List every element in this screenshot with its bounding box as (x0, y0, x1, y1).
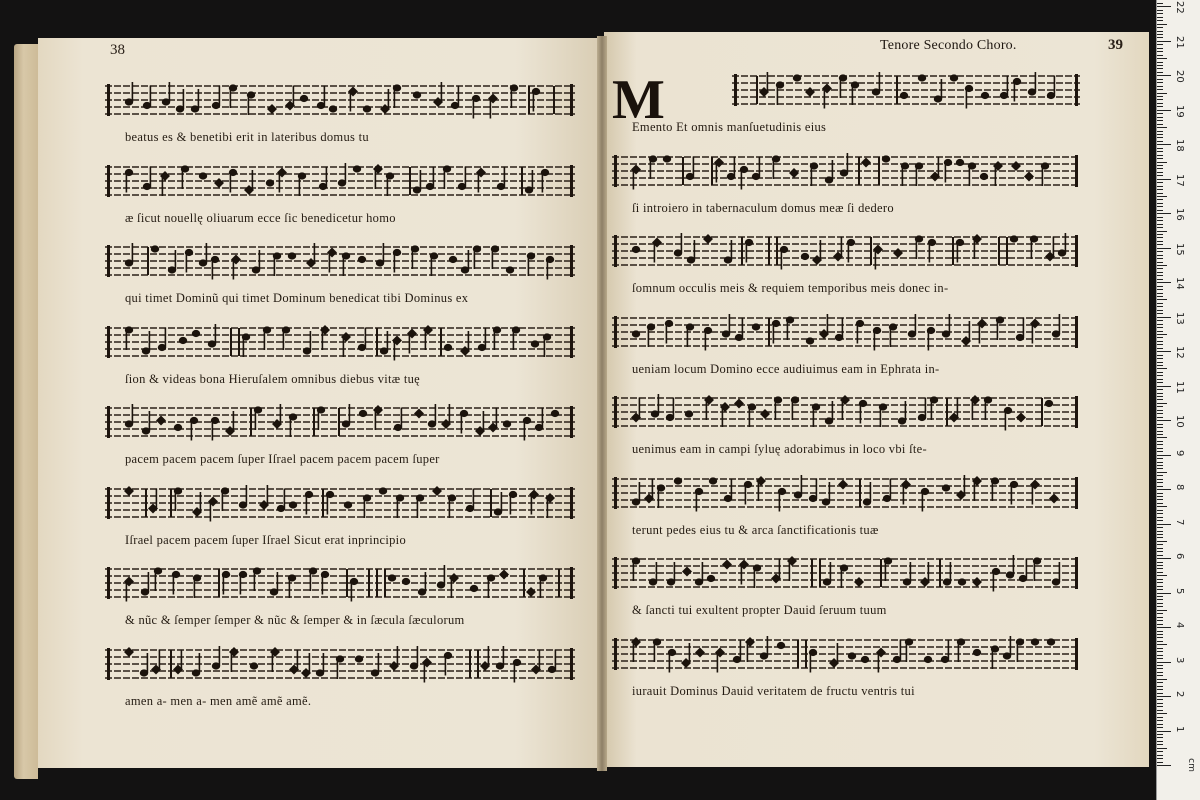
ruler-tick (1157, 6, 1171, 7)
ruler-label: 2 (1174, 691, 1185, 698)
ruler-tick (1157, 537, 1163, 538)
ruler-tick (1157, 362, 1163, 363)
ruler-tick (1157, 724, 1163, 725)
ruler-tick (1157, 534, 1163, 535)
ruler-tick (1157, 13, 1163, 14)
ruler-tick (1157, 62, 1163, 63)
ruler-tick (1157, 579, 1163, 580)
left-lyric-line: ſion & videas bona Hieruſalem omnibus diebus vitæ tuę (125, 371, 421, 386)
left-lyric-line: qui timet Dominũ qui timet Dominum benedicat tibi Dominus ex (125, 291, 469, 305)
ruler-tick (1157, 682, 1163, 683)
ruler-tick (1157, 420, 1171, 421)
ruler-tick (1157, 548, 1163, 549)
ruler-label: 22 (1174, 1, 1185, 15)
ruler-tick (1157, 289, 1163, 290)
ruler-tick (1157, 620, 1163, 621)
ruler-tick (1157, 41, 1171, 42)
ruler-tick (1157, 355, 1163, 356)
left-staff (105, 76, 575, 130)
ruler-tick (1157, 441, 1163, 442)
ruler-tick (1157, 279, 1163, 280)
ruler-tick (1157, 82, 1163, 83)
ruler-tick (1157, 103, 1163, 104)
ruler-tick (1157, 110, 1171, 111)
ruler-tick (1157, 68, 1163, 69)
ruler-tick (1157, 348, 1163, 349)
ruler-label: 12 (1174, 346, 1185, 359)
ruler-tick (1157, 644, 1167, 645)
right-staff (612, 469, 1080, 523)
ruler-tick (1157, 37, 1163, 38)
ruler-tick (1157, 334, 1167, 335)
ruler-tick (1157, 710, 1163, 711)
ruler-tick (1157, 10, 1163, 11)
right-staff (612, 549, 1080, 603)
ruler-label: 8 (1174, 484, 1185, 491)
right-lyric-line: terunt pedes eius tu & arca ſanctificationis tuæ (632, 522, 879, 537)
ruler-tick (1157, 651, 1163, 652)
ruler-tick (1157, 282, 1171, 283)
ruler-tick (1157, 120, 1163, 121)
ruler-tick (1157, 634, 1163, 635)
ruler-tick (1157, 313, 1163, 314)
ruler-tick (1157, 186, 1163, 187)
ruler-tick (1157, 396, 1163, 397)
right-page-number: 39 (1108, 37, 1123, 53)
right-lyric-line: Emento Et omnis manſuetudinis eius (632, 120, 827, 134)
ruler-tick (1157, 586, 1163, 587)
ruler-tick (1157, 117, 1163, 118)
ruler-label: 21 (1174, 35, 1185, 49)
right-staff (612, 227, 1080, 281)
ruler-tick (1157, 51, 1163, 52)
ruler-tick (1157, 255, 1163, 256)
ruler-tick (1157, 258, 1163, 259)
ruler-tick (1157, 131, 1163, 132)
ruler-tick (1157, 55, 1163, 56)
left-lyric-line: & nũc & ſemper ſemper & nũc & ſemper & in ſæcula ſæculorum (125, 613, 465, 627)
right-lyric-line: ſomnum occulis meis & requiem temporibus meis donec in- (632, 281, 949, 295)
right-lyric-line: iurauit Dominus Dauid veritatem de fructu ventris tui (632, 683, 915, 698)
ruler-tick (1157, 196, 1167, 197)
ruler-tick (1157, 262, 1163, 263)
ruler-tick (1157, 555, 1163, 556)
ruler-tick (1157, 527, 1163, 528)
ruler-tick (1157, 624, 1163, 625)
ruler-tick (1157, 372, 1163, 373)
ruler-tick (1157, 713, 1167, 714)
right-lyric-line: & ſancti tui exultent propter Dauid ſeruum tuum (632, 603, 887, 617)
ruler-tick (1157, 679, 1167, 680)
ruler-tick (1157, 365, 1163, 366)
ruler-tick (1157, 589, 1163, 590)
ruler-tick (1157, 531, 1163, 532)
ruler-tick (1157, 86, 1163, 87)
ruler-tick (1157, 462, 1163, 463)
left-lyric-line: amen a- men a- men amẽ amẽ amẽ. (125, 693, 312, 708)
ruler-tick (1157, 499, 1163, 500)
ruler-tick (1157, 265, 1167, 266)
ruler-tick (1157, 575, 1167, 576)
ruler-tick (1157, 179, 1171, 180)
ruler-tick (1157, 727, 1163, 728)
ruler-label: 3 (1174, 656, 1185, 663)
ruler-tick (1157, 34, 1163, 35)
ruler-tick (1157, 268, 1163, 269)
ruler-tick (1157, 213, 1171, 214)
ruler-tick (1157, 155, 1163, 156)
ruler-tick (1157, 417, 1163, 418)
ruler-tick (1157, 603, 1163, 604)
ruler-tick (1157, 741, 1163, 742)
ruler-tick (1157, 124, 1163, 125)
ruler-tick (1157, 210, 1163, 211)
ruler-label: 16 (1174, 208, 1185, 221)
ruler-tick (1157, 668, 1163, 669)
ruler-tick (1157, 455, 1171, 456)
ruler-tick (1157, 424, 1163, 425)
ruler-tick (1157, 165, 1163, 166)
ruler-tick (1157, 20, 1163, 21)
right-lyric-line: ueniam locum Domino ecce audiuimus eam in Ephrata in- (632, 361, 940, 376)
left-staff (105, 479, 575, 533)
ruler-tick (1157, 137, 1163, 138)
ruler-tick (1157, 720, 1163, 721)
ruler-tick (1157, 199, 1163, 200)
ruler-tick (1157, 44, 1163, 45)
ruler-tick (1157, 58, 1167, 59)
ruler-tick (1157, 648, 1163, 649)
ruler-tick (1157, 375, 1163, 376)
ruler-label: 11 (1174, 380, 1185, 394)
ruler-tick (1157, 613, 1163, 614)
ruler-tick (1157, 299, 1167, 300)
ruler-label: 17 (1174, 173, 1185, 187)
ruler-tick (1157, 486, 1163, 487)
ruler-tick (1157, 203, 1163, 204)
ruler-tick (1157, 465, 1163, 466)
ruler-label: 19 (1174, 104, 1185, 118)
ruler-tick (1157, 320, 1163, 321)
ruler-tick (1157, 303, 1163, 304)
ruler-tick (1157, 734, 1163, 735)
ruler-tick (1157, 696, 1171, 697)
right-lyric-line: uenimus eam in campi ſyluę adorabimus in loco vbi ſte- (632, 442, 927, 456)
ruler-tick (1157, 610, 1167, 611)
ruler-tick (1157, 520, 1163, 521)
ruler-tick (1157, 689, 1163, 690)
ruler-tick (1157, 393, 1163, 394)
left-page-number: 38 (110, 42, 125, 58)
ruler-tick (1157, 382, 1163, 383)
ruler-tick (1157, 206, 1163, 207)
ruler-tick (1157, 444, 1163, 445)
ruler-tick (1157, 248, 1171, 249)
right-staff (612, 308, 1080, 362)
ruler-tick (1157, 637, 1163, 638)
ruler-tick (1157, 524, 1171, 525)
ruler-tick (1157, 699, 1163, 700)
right-staff (732, 66, 1080, 120)
ruler-tick (1157, 675, 1163, 676)
ruler-tick (1157, 565, 1163, 566)
ruler-label: 6 (1174, 553, 1185, 560)
ruler-tick (1157, 275, 1163, 276)
ruler-label: 4 (1174, 622, 1185, 629)
ruler-tick (1157, 731, 1171, 732)
left-staff (105, 157, 575, 211)
ruler-unit: cm (1185, 758, 1196, 772)
ruler-tick (1157, 617, 1163, 618)
ruler-tick (1157, 693, 1163, 694)
ruler-tick (1157, 468, 1163, 469)
ruler-tick (1157, 410, 1163, 411)
ruler-tick (1157, 141, 1163, 142)
ruler-tick (1157, 175, 1163, 176)
ruler-tick (1157, 331, 1163, 332)
ruler-label: 13 (1174, 311, 1185, 325)
ruler-tick (1157, 99, 1163, 100)
book-gutter (597, 36, 607, 771)
left-staff (105, 318, 575, 372)
ruler-tick (1157, 24, 1167, 25)
ruler-tick (1157, 113, 1163, 114)
ruler-label: 10 (1174, 415, 1185, 428)
ruler-tick (1157, 341, 1163, 342)
ruler-tick (1157, 182, 1163, 183)
ruler-label: 15 (1174, 242, 1185, 256)
left-staff (105, 559, 575, 613)
left-lyric-line: pacem pacem pacem ſuper Iſrael pacem pacem pacem ſuper (125, 452, 440, 466)
ruler-tick (1157, 327, 1163, 328)
measurement-ruler (1156, 0, 1200, 800)
ruler-tick (1157, 75, 1171, 76)
ruler-label: 1 (1174, 725, 1185, 732)
ruler-tick (1157, 399, 1163, 400)
ruler-tick (1157, 568, 1163, 569)
ruler-tick (1157, 496, 1163, 497)
ruler-tick (1157, 558, 1171, 559)
ruler-tick (1157, 596, 1163, 597)
ruler-tick (1157, 368, 1167, 369)
ruler-tick (1157, 744, 1163, 745)
ruler-tick (1157, 93, 1167, 94)
ruler-tick (1157, 655, 1163, 656)
decorated-initial: M (612, 69, 665, 131)
ruler-tick (1157, 217, 1163, 218)
running-head: Tenore Secondo Choro. (880, 38, 1017, 53)
ruler-tick (1157, 251, 1163, 252)
ruler-tick (1157, 48, 1163, 49)
ruler-tick (1157, 706, 1163, 707)
ruler-tick (1157, 106, 1163, 107)
ruler-tick (1157, 658, 1163, 659)
left-lyric-line: beatus es & benetibi erit in lateribus domus tu (125, 130, 369, 144)
ruler-tick (1157, 272, 1163, 273)
ruler-tick (1157, 562, 1163, 563)
ruler-tick (1157, 672, 1163, 673)
ruler-tick (1157, 127, 1167, 128)
right-staff (612, 630, 1080, 684)
ruler-tick (1157, 134, 1163, 135)
ruler-tick (1157, 96, 1163, 97)
ruler-tick (1157, 451, 1163, 452)
ruler-tick (1157, 762, 1163, 763)
ruler-tick (1157, 241, 1163, 242)
ruler-tick (1157, 168, 1163, 169)
ruler-label: 7 (1174, 518, 1185, 525)
ruler-tick (1157, 296, 1163, 297)
ruler-tick (1157, 434, 1163, 435)
ruler-tick (1157, 513, 1163, 514)
ruler-tick (1157, 717, 1163, 718)
ruler-tick (1157, 582, 1163, 583)
ruler-tick (1157, 503, 1163, 504)
ruler-tick (1157, 413, 1163, 414)
ruler-tick (1157, 337, 1163, 338)
ruler-tick (1157, 244, 1163, 245)
ruler-tick (1157, 231, 1167, 232)
right-staff (612, 147, 1080, 201)
ruler-tick (1157, 151, 1163, 152)
left-staff (105, 640, 575, 694)
ruler-tick (1157, 220, 1163, 221)
ruler-tick (1157, 482, 1163, 483)
ruler-tick (1157, 737, 1163, 738)
ruler-tick (1157, 606, 1163, 607)
ruler-tick (1157, 344, 1163, 345)
ruler-tick (1157, 748, 1167, 749)
left-lyric-line: æ ſicut nouellę oliuarum ecce ſic benedicetur homo (125, 210, 396, 225)
ruler-tick (1157, 662, 1171, 663)
ruler-tick (1157, 755, 1163, 756)
ruler-label: 14 (1174, 277, 1185, 290)
ruler-tick (1157, 386, 1171, 387)
ruler-tick (1157, 148, 1163, 149)
ruler-tick (1157, 193, 1163, 194)
ruler-tick (1157, 65, 1163, 66)
ruler-tick (1157, 493, 1163, 494)
ruler-tick (1157, 551, 1163, 552)
ruler-tick (1157, 751, 1163, 752)
ruler-tick (1157, 572, 1163, 573)
ruler-tick (1157, 144, 1171, 145)
ruler-tick (1157, 765, 1171, 766)
ruler-tick (1157, 317, 1171, 318)
ruler-tick (1157, 379, 1163, 380)
ruler-tick (1157, 599, 1163, 600)
ruler-tick (1157, 544, 1163, 545)
ruler-tick (1157, 79, 1163, 80)
ruler-tick (1157, 310, 1163, 311)
ruler-tick (1157, 686, 1163, 687)
right-lyric-line: ſi introiero in tabernaculum domus meæ ſi dedero (632, 200, 894, 215)
ruler-tick (1157, 306, 1163, 307)
right-staff (612, 388, 1080, 442)
ruler-tick (1157, 517, 1163, 518)
ruler-tick (1157, 224, 1163, 225)
page-edges (14, 44, 38, 779)
ruler-tick (1157, 475, 1163, 476)
ruler-tick (1157, 158, 1163, 159)
ruler-tick (1157, 448, 1163, 449)
ruler-tick (1157, 593, 1171, 594)
ruler-label: 5 (1174, 587, 1185, 594)
ruler-tick (1157, 427, 1163, 428)
ruler-tick (1157, 437, 1167, 438)
ruler-tick (1157, 665, 1163, 666)
ruler-tick (1157, 758, 1163, 759)
ruler-tick (1157, 172, 1163, 173)
ruler-tick (1157, 237, 1163, 238)
ruler-label: 20 (1174, 70, 1185, 84)
ruler-tick (1157, 27, 1163, 28)
ruler-label: 9 (1174, 449, 1185, 457)
ruler-tick (1157, 3, 1163, 4)
ruler-tick (1157, 389, 1163, 390)
ruler-tick (1157, 406, 1163, 407)
ruler-tick (1157, 324, 1163, 325)
left-staff (105, 398, 575, 452)
ruler-tick (1157, 641, 1163, 642)
ruler-tick (1157, 403, 1167, 404)
left-lyric-line: Iſrael pacem pacem ſuper Iſrael Sicut erat inprincipio (125, 532, 407, 547)
ruler-tick (1157, 162, 1167, 163)
ruler-tick (1157, 541, 1167, 542)
ruler-tick (1157, 506, 1167, 507)
ruler-tick (1157, 227, 1163, 228)
ruler-tick (1157, 189, 1163, 190)
ruler-tick (1157, 489, 1171, 490)
ruler-tick (1157, 31, 1163, 32)
ruler-tick (1157, 631, 1163, 632)
ruler-tick (1157, 72, 1163, 73)
ruler-tick (1157, 458, 1163, 459)
ruler-tick (1157, 351, 1171, 352)
ruler-tick (1157, 703, 1163, 704)
ruler-tick (1157, 234, 1163, 235)
ruler-tick (1157, 627, 1171, 628)
ruler-tick (1157, 17, 1163, 18)
ruler-tick (1157, 293, 1163, 294)
ruler-tick (1157, 89, 1163, 90)
ruler-label: 18 (1174, 139, 1185, 153)
ruler-tick (1157, 286, 1163, 287)
ruler-tick (1157, 510, 1163, 511)
ruler-tick (1157, 431, 1163, 432)
left-staff (105, 237, 575, 291)
ruler-tick (1157, 358, 1163, 359)
ruler-tick (1157, 472, 1167, 473)
ruler-tick (1157, 479, 1163, 480)
